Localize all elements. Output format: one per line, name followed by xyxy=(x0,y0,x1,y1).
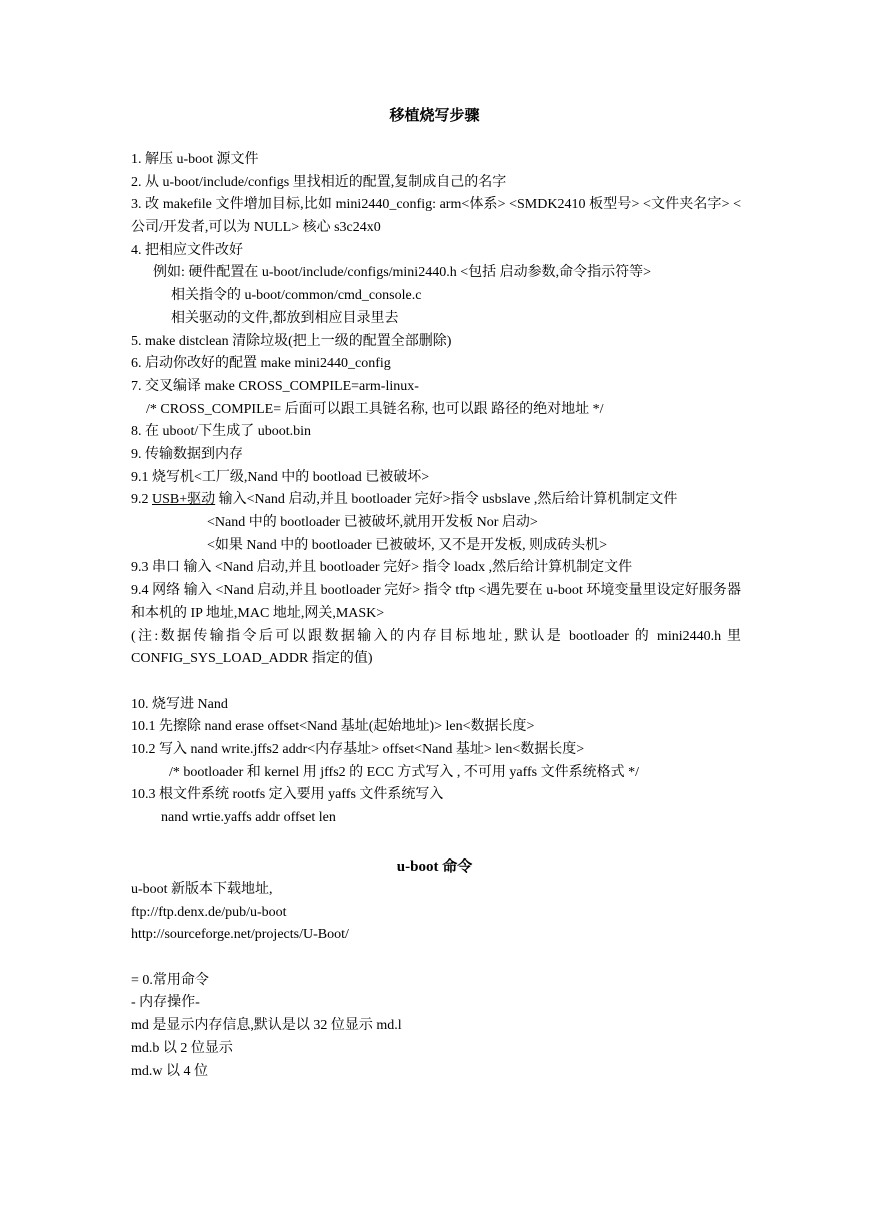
step-6: 6. 启动你改好的配置 make mini2440_config xyxy=(131,356,391,372)
steps-body xyxy=(131,149,741,830)
step-3: 3. 改 makefile 文件增加目标,比如 mini2440_config: arm<体系> <SMDK2410 板型号> <文件夹名字> <公司/开发者,可以为 NULL> 核心 s3c24x0 xyxy=(131,197,741,236)
step-9-2 xyxy=(131,489,741,512)
md-w-description: md.w 以 4 位 xyxy=(131,1063,208,1079)
step-10: 10. 烧写进 Nand xyxy=(131,696,228,712)
uboot-sourceforge-url[interactable]: http://sourceforge.net/projects/U-Boot/ xyxy=(131,927,349,943)
step-10-2-comment: /* bootloader 和 kernel 用 jffs2 的 ECC 方式写入 , 不可用 yaffs 文件系统格式 */ xyxy=(169,764,639,780)
uboot-body xyxy=(131,879,741,1083)
uboot-ftp-url[interactable]: ftp://ftp.denx.de/pub/u-boot xyxy=(131,904,287,920)
step-5: 5. make distclean 清除垃圾(把上一级的配置全部删除) xyxy=(131,333,452,349)
step-4-example: 例如: 硬件配置在 u-boot/include/configs/mini2440.h <包括 启动参数,命令指示符等> xyxy=(153,265,651,281)
step-9-note: (注:数据传输指令后可以跟数据输入的内存目标地址, 默认是 bootloader 的 mini2440.h 里 CONFIG_SYS_LOAD_ADDR 指定的值) xyxy=(131,628,741,667)
step-7-comment: /* CROSS_COMPILE= 后面可以跟工具链名称, 也可以跟 路径的绝对地址 */ xyxy=(146,401,604,417)
section-title-uboot: u-boot 命令 xyxy=(396,859,473,875)
step-10-2: 10.2 写入 nand write.jffs2 addr<内存基址> offset<Nand 基址> len<数据长度> xyxy=(131,741,585,757)
step-7: 7. 交叉编译 make CROSS_COMPILE=arm-linux- xyxy=(131,378,419,394)
spacer xyxy=(131,947,741,970)
step-8: 8. 在 uboot/下生成了 uboot.bin xyxy=(131,424,312,440)
spacer xyxy=(131,671,741,694)
usb-driver-link[interactable]: USB+驱动 xyxy=(152,492,216,508)
step-1: 1. 解压 u-boot 源文件 xyxy=(131,152,259,167)
common-commands-heading: = 0.常用命令 xyxy=(131,972,209,988)
md-description: md 是显示内存信息,默认是以 32 位显示 md.l xyxy=(131,1018,402,1034)
step-9-1: 9.1 烧写机<工厂级,Nand 中的 bootload 已被破坏> xyxy=(131,469,430,485)
step-9-2-text: 输入<Nand 启动,并且 bootloader 完好>指令 usbslave ,然后给计算机制定文件 xyxy=(215,492,678,508)
step-9: 9. 传输数据到内存 xyxy=(131,446,243,462)
step-4: 4. 把相应文件改好 xyxy=(131,242,243,258)
step-9-2-note-b: <如果 Nand 中的 bootloader 已被破坏, 又不是开发板, 则成砖头机> xyxy=(207,537,607,553)
step-10-3-cmd: nand wrtie.yaffs addr offset len xyxy=(161,810,336,826)
step-2: 2. 从 u-boot/include/configs 里找相近的配置,复制成自己的名字 xyxy=(131,174,507,190)
step-9-3: 9.3 串口 输入 <Nand 启动,并且 bootloader 完好> 指令 loadx ,然后给计算机制定文件 xyxy=(131,560,633,576)
step-4-driver-files: 相关驱动的文件,都放到相应目录里去 xyxy=(171,310,399,326)
memory-ops-heading: - 内存操作- xyxy=(131,995,200,1011)
step-9-2-prefix: 9.2 xyxy=(131,492,152,508)
step-9-2-note-a: <Nand 中的 bootloader 已被破坏,就用开发板 Nor 启动> xyxy=(207,515,538,531)
step-10-3: 10.3 根文件系统 rootfs 定入要用 yaffs 文件系统写入 xyxy=(131,787,444,803)
page-title: 移植烧写步骤 xyxy=(389,108,480,124)
step-9-4: 9.4 网络 输入 <Nand 启动,并且 bootloader 完好> 指令 tftp <遇先要在 u-boot 环境变量里设定好服务器和本机的 IP 地址,MAC 地址,网关,MASK> xyxy=(131,583,741,621)
md-b-description: md.b 以 2 位显示 xyxy=(131,1040,233,1056)
step-4-cmd-file: 相关指令的 u-boot/common/cmd_console.c xyxy=(171,288,422,304)
step-10-1: 10.1 先擦除 nand erase offset<Nand 基址(起始地址)> len<数据长度> xyxy=(131,719,535,735)
uboot-download-label: u-boot 新版本下载地址, xyxy=(131,882,273,897)
